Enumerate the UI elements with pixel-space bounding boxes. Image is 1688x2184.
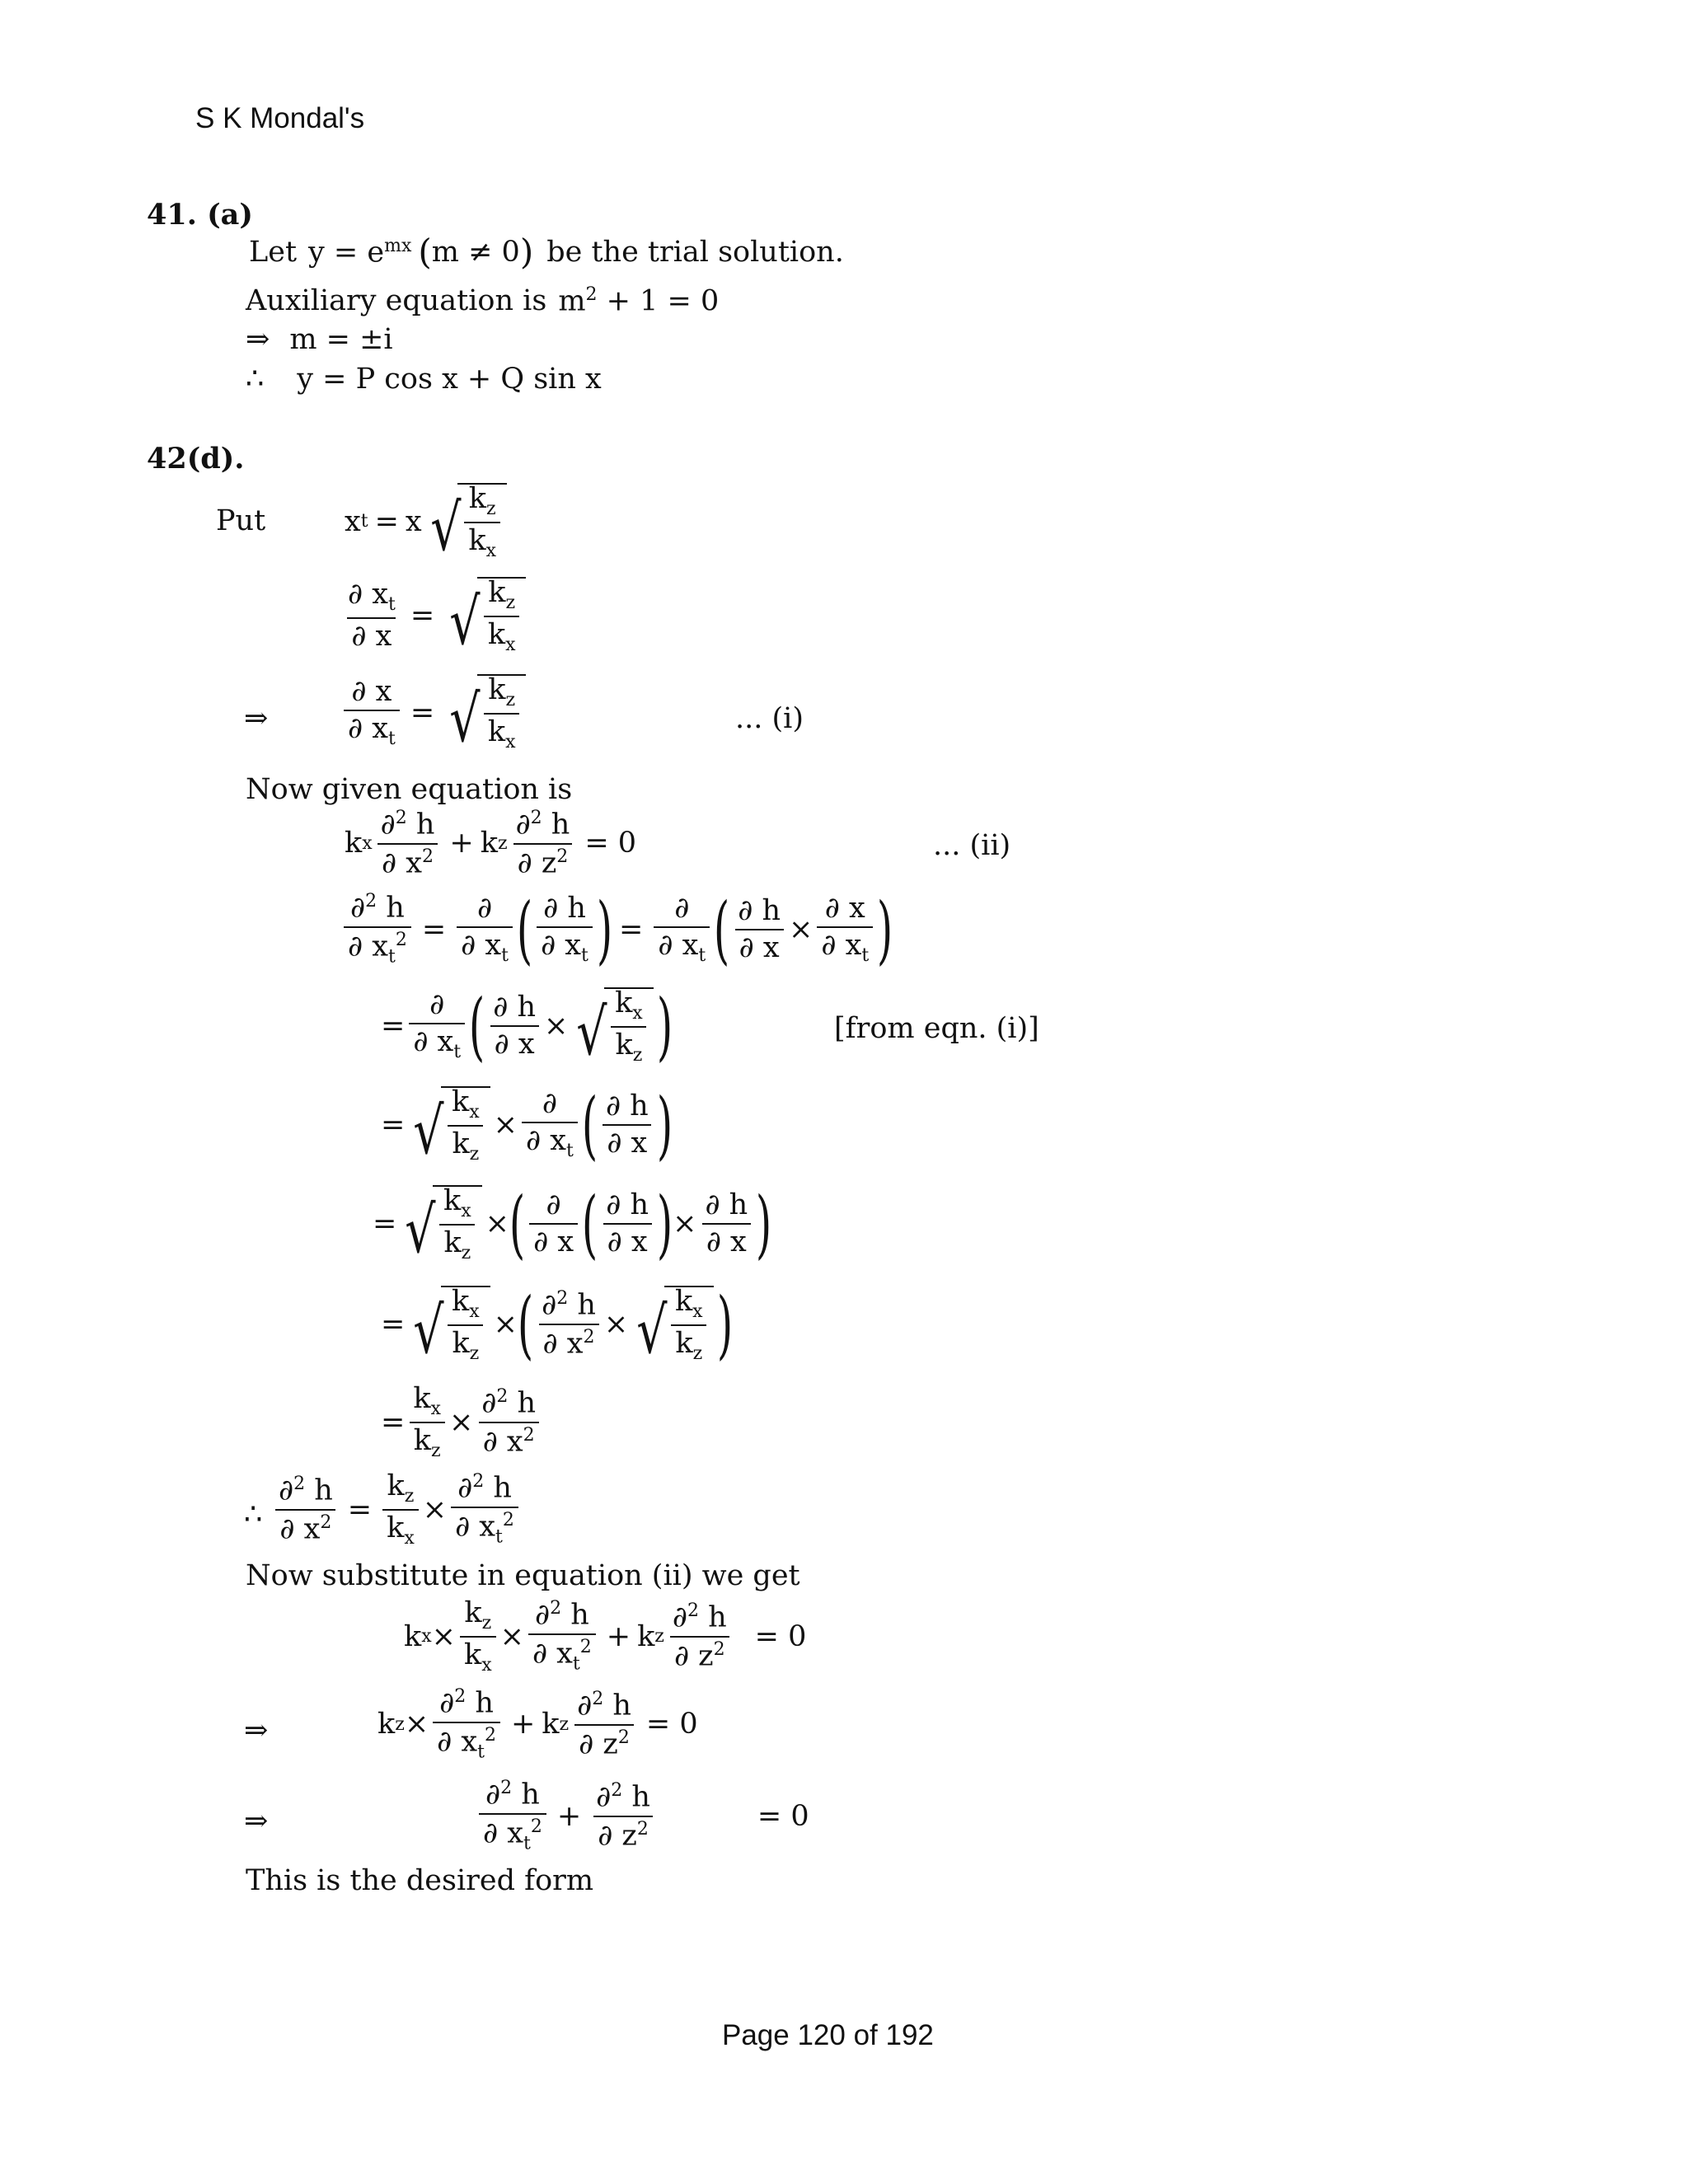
eq-step-5: = √ $k_x$ $k_z$ × ( ∂$^2$ h ∂ $x^2$ × √ $k_x$ $k_z$ ) [381,1281,733,1368]
desired-form-text: This is the desired form [246,1864,594,1897]
q41-solution-line: ∴ y = P cos x + Q sin x [246,363,602,396]
eq-step-3: = √ $k_x$ $k_z$ × ∂ ∂ $x_t$ ( ∂ h ∂ x ) [381,1081,673,1169]
eq-therefore: $\frac{\partial^2 h}{\partial x^2}$ = $\frac{k_z}{k_x}$ × ∂$^2$ h ∂ $x_t^2$ [270,1472,523,1548]
implies-arrow-2: ⇒ [244,1714,269,1747]
q41-trial-line: Let $y = e^{mx}$ ( m ≠ 0 ) be the trial solution. [249,232,844,272]
now-given-text: Now given equation is [246,773,573,806]
page-number: Page 120 of 192 [722,2019,934,2051]
eq-substituted: k x × $k_z$ $k_x$ × ∂$^2$ h ∂ $x_t^2$ + k z $\frac{\partial^2 h}{\partial z^2}$ = 0 [404,1596,807,1675]
eq-derivative-xt: $\frac{\partial x_t}{\partial x}$ = √ $k_z$ $k_x$ [340,577,529,654]
implies-arrow-3: ⇒ [244,1805,269,1838]
tag-i: ... (i) [735,702,804,735]
q41-roots-line: ⇒ m = ±i [246,323,393,356]
q42-put-label: Put [216,504,266,537]
eq-substitution: x t = x √ $k_z$ $k_x$ [345,483,510,560]
eq-simplified: k z × ∂$^2$ h ∂ $x_t^2$ + k z $\frac{\partial^2 h}{\partial z^2}$ = 0 [377,1686,698,1763]
eq-i: $\frac{\partial x}{\partial x_t}$ = √ $k_z$ $k_x$ [340,674,529,752]
implies-arrow-1: ⇒ [244,702,269,735]
header-author: S K Mondal's [195,102,365,134]
tag-ii: ... (ii) [933,829,1011,862]
therefore-symbol: ∴ [244,1498,263,1531]
eq-step-6: = $k_x$ $k_z$ × ∂$^2$ h ∂ $x^2$ [381,1385,544,1460]
question-42-label: 42(d). [147,442,245,476]
eq-step-2: = ∂ ∂ $x_t$ ( ∂ h ∂ x × √ $k_x$ $k_z$ ) [381,982,673,1070]
now-substitute-text: Now substitute in equation (ii) we get [246,1559,800,1592]
from-eqn-note: [from eqn. (i)] [834,1012,1039,1045]
eq-step-4: = √ $k_x$ $k_z$ × ( ∂ ∂ x ( ∂ h ∂ x ) × ∂ h ∂ x ) [373,1180,772,1268]
q41-auxiliary-line: Auxiliary equation is $m^2 + 1 = 0$ [246,284,720,318]
question-41-label: 41. (a) [147,198,253,232]
eq-ii: k x ∂$^2$ h ∂ $x^2$ + k z $\frac{\partial^2 h}{\partial z^2}$ = 0 [345,808,637,880]
eq-final: ∂$^2$ h ∂ $x_t^2$ + $\frac{\partial^2 h}{\partial z^2}$ = 0 [475,1779,816,1854]
eq-step-1: $\frac{\partial^2 h}{\partial x_t^2}$ = ∂ ∂ $x_t$ ( ∂ h ∂ $x_t$ ) = ∂ ∂ $x_t$ ( ∂ h ∂ x × ∂ x ∂ $x_t$ ) [340,892,893,967]
